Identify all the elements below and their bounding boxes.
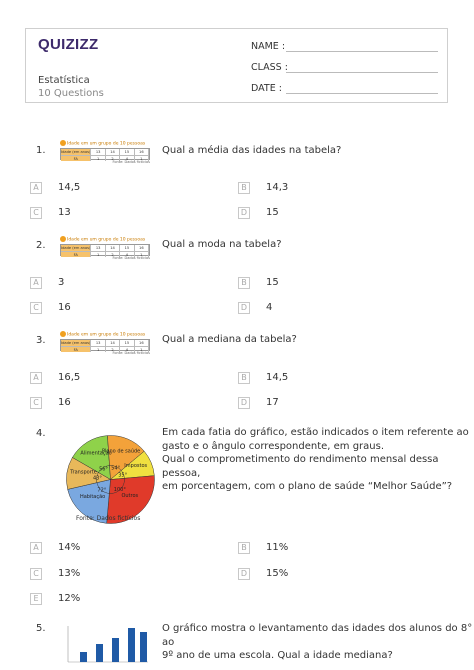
table-cell: 4 bbox=[120, 156, 134, 161]
table-icon bbox=[60, 140, 66, 146]
expense-pie-chart bbox=[63, 432, 158, 527]
table-cell: 1 bbox=[91, 252, 105, 257]
question-number: 5. bbox=[36, 623, 46, 634]
option-a-text[interactable]: 16,5 bbox=[58, 372, 81, 383]
table-cell: 1 bbox=[135, 252, 149, 257]
date-field[interactable] bbox=[286, 93, 438, 94]
question-number: 2. bbox=[36, 240, 46, 251]
option-a-marker[interactable]: A bbox=[30, 277, 42, 289]
date-label: DATE : bbox=[251, 83, 282, 94]
option-d-text[interactable]: 15% bbox=[266, 568, 289, 579]
age-table-image bbox=[60, 236, 150, 258]
option-a-text[interactable]: 14% bbox=[58, 542, 81, 553]
table-cell: 13 bbox=[91, 340, 105, 346]
table-cell: Idade (em anos) bbox=[61, 341, 91, 345]
option-b-marker[interactable]: B bbox=[238, 277, 250, 289]
option-d-marker[interactable]: D bbox=[238, 207, 250, 219]
option-b-marker[interactable]: B bbox=[238, 542, 250, 554]
age-table-image bbox=[60, 140, 150, 162]
question-text: O gráfico mostra o levantamento das idades dos alunos do 8° ao 9º ano de uma escola. Qual a idade mediana? bbox=[162, 623, 473, 661]
table-cell: 1 bbox=[91, 347, 105, 352]
table-source: Fonte: Dados fictícios bbox=[112, 351, 150, 355]
option-c-text[interactable]: 16 bbox=[58, 302, 71, 313]
question-number: 3. bbox=[36, 335, 46, 346]
name-field[interactable] bbox=[286, 51, 438, 52]
option-b-text[interactable]: 15 bbox=[266, 277, 279, 288]
table-cell: 14 bbox=[106, 149, 120, 155]
table-source: Fonte: Dados fictícios bbox=[112, 160, 150, 164]
bar bbox=[112, 638, 119, 662]
option-c-text[interactable]: 13% bbox=[58, 568, 81, 579]
question-number: 4. bbox=[36, 428, 46, 439]
question-number: 1. bbox=[36, 145, 46, 156]
worksheet-header bbox=[25, 28, 448, 103]
pie-slice-angle: 56° bbox=[99, 466, 108, 473]
question-text: Qual a média das idades na tabela? bbox=[162, 145, 342, 156]
option-a-text[interactable]: 14,5 bbox=[58, 182, 81, 193]
option-c-marker[interactable]: C bbox=[30, 302, 42, 314]
pie-slice-label: Alimentação bbox=[80, 450, 112, 457]
class-label: CLASS : bbox=[251, 62, 288, 73]
table-cell: 2 bbox=[106, 252, 120, 257]
table-cell: 16 bbox=[135, 340, 149, 346]
table-title: Idade em um grupo de 10 pessoas bbox=[67, 141, 146, 147]
table-cell: FA bbox=[61, 347, 91, 352]
option-b-marker[interactable]: B bbox=[238, 372, 250, 384]
table-cell: 14 bbox=[106, 340, 120, 346]
table-cell: 14 bbox=[106, 245, 120, 251]
table-cell: FA bbox=[61, 156, 91, 161]
table-cell: 2 bbox=[106, 156, 120, 161]
question-text: Qual a moda na tabela? bbox=[162, 239, 282, 250]
option-b-text[interactable]: 14,5 bbox=[266, 372, 289, 383]
pie-slice-label: Transporte bbox=[70, 469, 97, 476]
option-d-text[interactable]: 4 bbox=[266, 302, 273, 313]
table-cell: 16 bbox=[135, 149, 149, 155]
option-c-marker[interactable]: C bbox=[30, 397, 42, 409]
option-a-marker[interactable]: A bbox=[30, 372, 42, 384]
option-d-marker[interactable]: D bbox=[238, 302, 250, 314]
option-d-marker[interactable]: D bbox=[238, 397, 250, 409]
pie-slice-label: Habitação bbox=[79, 494, 106, 501]
pie-slice-angle: 100° bbox=[113, 486, 126, 493]
option-a-text[interactable]: 3 bbox=[58, 277, 65, 288]
table-cell: 16 bbox=[135, 245, 149, 251]
table-cell: 1 bbox=[135, 347, 149, 352]
table-cell: Idade (em anos) bbox=[61, 246, 91, 250]
option-e-marker[interactable]: E bbox=[30, 593, 42, 605]
age-bar-chart-image bbox=[60, 624, 150, 666]
pie-slice-angle: 72° bbox=[97, 487, 107, 494]
pie-slice-label: Impostos bbox=[124, 463, 148, 470]
table-cell: 15 bbox=[120, 245, 134, 251]
option-c-text[interactable]: 16 bbox=[58, 397, 71, 408]
bar bbox=[96, 644, 103, 662]
table-cell: 15 bbox=[120, 149, 134, 155]
option-a-marker[interactable]: A bbox=[30, 182, 42, 194]
pie-slice-angle: 43° bbox=[93, 475, 102, 482]
table-cell: 1 bbox=[91, 156, 105, 161]
bar bbox=[80, 652, 87, 662]
worksheet-title: Estatística bbox=[38, 75, 90, 86]
pie-slice-label: Outros bbox=[121, 492, 139, 499]
table-icon bbox=[60, 331, 66, 337]
question-text: Em cada fatia do gráfico, estão indicados o item referente ao gasto e o ângulo correspondente, em graus. Qual o comprometimento do rendimento mensal dessa pessoa, em porcentagem, com o plano de saúde “Melhor Saúde”? bbox=[162, 427, 469, 492]
table-cell: 4 bbox=[120, 252, 134, 257]
table-cell: Idade (em anos) bbox=[61, 150, 91, 154]
age-table-image bbox=[60, 331, 150, 353]
option-c-text[interactable]: 13 bbox=[58, 207, 71, 218]
bar bbox=[128, 628, 135, 662]
table-cell: 15 bbox=[120, 340, 134, 346]
table-cell: 13 bbox=[91, 245, 105, 251]
table-title: Idade em um grupo de 10 pessoas bbox=[67, 237, 146, 243]
pie-slice-angle: 54° bbox=[111, 465, 121, 472]
question-text: Qual a mediana da tabela? bbox=[162, 334, 297, 345]
table-cell: FA bbox=[61, 252, 91, 257]
table-cell: 13 bbox=[91, 149, 105, 155]
option-b-text[interactable]: 11% bbox=[266, 542, 289, 553]
option-d-text[interactable]: 15 bbox=[266, 207, 279, 218]
class-field[interactable] bbox=[286, 72, 438, 73]
pie-slice-label: Plano de saúde bbox=[102, 448, 141, 455]
table-cell: 1 bbox=[135, 156, 149, 161]
option-e-text[interactable]: 12% bbox=[58, 593, 81, 604]
option-d-text[interactable]: 17 bbox=[266, 397, 279, 408]
worksheet-question-count: 10 Questions bbox=[38, 88, 104, 99]
option-c-marker[interactable]: C bbox=[30, 207, 42, 219]
table-source: Fonte: Dados fictícios bbox=[112, 256, 150, 260]
name-label: NAME : bbox=[251, 41, 286, 52]
table-cell: 4 bbox=[120, 347, 134, 352]
option-b-marker[interactable]: B bbox=[238, 182, 250, 194]
bar bbox=[140, 632, 147, 662]
option-d-marker[interactable]: D bbox=[238, 568, 250, 580]
quizizz-logo: QUIZIZZ bbox=[38, 36, 99, 53]
option-c-marker[interactable]: C bbox=[30, 568, 42, 580]
table-cell: 2 bbox=[106, 347, 120, 352]
pie-source: Fonte: Dados fictícios bbox=[76, 515, 141, 522]
table-title: Idade em um grupo de 10 pessoas bbox=[67, 332, 146, 338]
table-icon bbox=[60, 236, 66, 242]
pie-slice-angle: 35° bbox=[118, 472, 128, 479]
option-b-text[interactable]: 14,3 bbox=[266, 182, 289, 193]
option-a-marker[interactable]: A bbox=[30, 542, 42, 554]
